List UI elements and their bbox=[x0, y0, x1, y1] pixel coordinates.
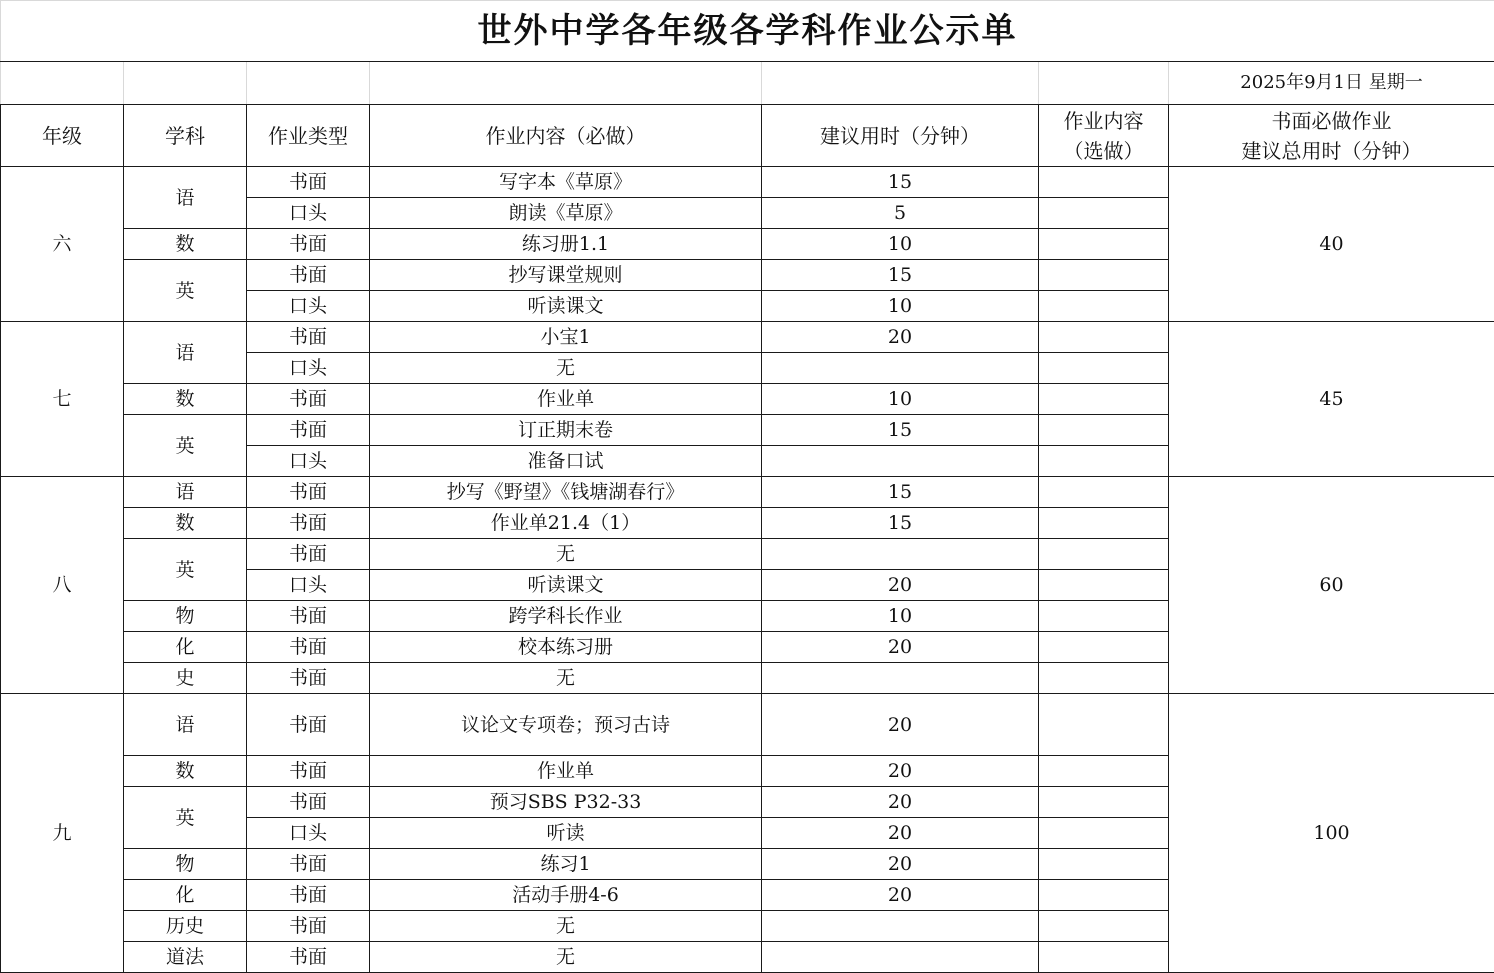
time-cell: 10 bbox=[762, 229, 1039, 260]
time-cell: 15 bbox=[762, 260, 1039, 291]
optional-cell bbox=[1039, 880, 1169, 911]
type-cell: 书面 bbox=[247, 167, 370, 198]
table-row bbox=[1, 694, 1494, 756]
type-cell: 书面 bbox=[247, 880, 370, 911]
table-row bbox=[1, 477, 1494, 508]
header-total-line2: 建议总用时（分钟） bbox=[1241, 138, 1422, 163]
subject-cell: 英 bbox=[124, 260, 247, 322]
type-cell: 书面 bbox=[247, 539, 370, 570]
time-cell: 5 bbox=[762, 198, 1039, 229]
time-cell bbox=[762, 539, 1039, 570]
optional-cell bbox=[1039, 322, 1169, 353]
content-cell: 无 bbox=[370, 663, 762, 694]
grade-cell: 八 bbox=[1, 477, 124, 694]
header-optional-line1: 作业内容 bbox=[1063, 108, 1144, 133]
type-cell: 口头 bbox=[247, 818, 370, 849]
subject-cell: 化 bbox=[124, 880, 247, 911]
subject-cell: 物 bbox=[124, 849, 247, 880]
time-cell bbox=[762, 911, 1039, 942]
type-cell: 口头 bbox=[247, 198, 370, 229]
total-time-cell: 40 bbox=[1169, 167, 1494, 322]
optional-cell bbox=[1039, 260, 1169, 291]
type-cell: 口头 bbox=[247, 570, 370, 601]
optional-cell bbox=[1039, 911, 1169, 942]
type-cell: 口头 bbox=[247, 353, 370, 384]
content-cell: 写字本《草原》 bbox=[370, 167, 762, 198]
type-cell: 书面 bbox=[247, 508, 370, 539]
optional-cell bbox=[1039, 694, 1169, 756]
content-cell: 作业单 bbox=[370, 756, 762, 787]
time-cell: 20 bbox=[762, 570, 1039, 601]
header-total-line1: 书面必做作业 bbox=[1271, 108, 1392, 133]
total-time-cell: 45 bbox=[1169, 322, 1494, 477]
header-optional bbox=[1039, 105, 1169, 167]
type-cell: 书面 bbox=[247, 756, 370, 787]
time-cell bbox=[762, 942, 1039, 973]
optional-cell bbox=[1039, 291, 1169, 322]
total-time-cell: 60 bbox=[1169, 477, 1494, 694]
type-cell: 书面 bbox=[247, 694, 370, 756]
time-cell: 20 bbox=[762, 880, 1039, 911]
time-cell: 10 bbox=[762, 601, 1039, 632]
type-cell: 口头 bbox=[247, 291, 370, 322]
subject-cell: 化 bbox=[124, 632, 247, 663]
optional-cell bbox=[1039, 601, 1169, 632]
content-cell: 无 bbox=[370, 353, 762, 384]
optional-cell bbox=[1039, 415, 1169, 446]
spacer-cell bbox=[247, 62, 370, 105]
content-cell: 准备口试 bbox=[370, 446, 762, 477]
optional-cell bbox=[1039, 787, 1169, 818]
type-cell: 书面 bbox=[247, 849, 370, 880]
type-cell: 书面 bbox=[247, 601, 370, 632]
subject-cell: 道法 bbox=[124, 942, 247, 973]
content-cell: 跨学科长作业 bbox=[370, 601, 762, 632]
content-cell: 小宝1 bbox=[370, 322, 762, 353]
subject-cell: 语 bbox=[124, 477, 247, 508]
optional-cell bbox=[1039, 353, 1169, 384]
content-cell: 抄写课堂规则 bbox=[370, 260, 762, 291]
time-cell bbox=[762, 353, 1039, 384]
spacer-cell bbox=[1, 62, 124, 105]
spacer-cell bbox=[370, 62, 762, 105]
optional-cell bbox=[1039, 167, 1169, 198]
content-cell: 作业单21.4（1） bbox=[370, 508, 762, 539]
optional-cell bbox=[1039, 384, 1169, 415]
optional-cell bbox=[1039, 942, 1169, 973]
time-cell: 15 bbox=[762, 415, 1039, 446]
time-cell: 15 bbox=[762, 477, 1039, 508]
optional-cell bbox=[1039, 818, 1169, 849]
subject-cell: 英 bbox=[124, 539, 247, 601]
header-grade: 年级 bbox=[1, 105, 124, 167]
subject-cell: 英 bbox=[124, 787, 247, 849]
total-time-cell: 100 bbox=[1169, 694, 1494, 973]
type-cell: 口头 bbox=[247, 446, 370, 477]
type-cell: 书面 bbox=[247, 663, 370, 694]
subject-cell: 数 bbox=[124, 384, 247, 415]
time-cell: 20 bbox=[762, 632, 1039, 663]
grade-cell: 六 bbox=[1, 167, 124, 322]
subject-cell: 史 bbox=[124, 663, 247, 694]
spacer-cell bbox=[762, 62, 1039, 105]
type-cell: 书面 bbox=[247, 322, 370, 353]
subject-cell: 英 bbox=[124, 415, 247, 477]
optional-cell bbox=[1039, 849, 1169, 880]
type-cell: 书面 bbox=[247, 632, 370, 663]
optional-cell bbox=[1039, 229, 1169, 260]
subject-cell: 语 bbox=[124, 694, 247, 756]
content-cell: 抄写《野望》《钱塘湖春行》 bbox=[370, 477, 762, 508]
content-cell: 活动手册4-6 bbox=[370, 880, 762, 911]
optional-cell bbox=[1039, 756, 1169, 787]
content-cell: 议论文专项卷；预习古诗 bbox=[370, 694, 762, 756]
time-cell: 20 bbox=[762, 787, 1039, 818]
optional-cell bbox=[1039, 508, 1169, 539]
content-cell: 听读课文 bbox=[370, 570, 762, 601]
time-cell bbox=[762, 446, 1039, 477]
optional-cell bbox=[1039, 198, 1169, 229]
type-cell: 书面 bbox=[247, 260, 370, 291]
content-cell: 订正期末卷 bbox=[370, 415, 762, 446]
time-cell: 20 bbox=[762, 818, 1039, 849]
subject-cell: 语 bbox=[124, 322, 247, 384]
optional-cell bbox=[1039, 446, 1169, 477]
time-cell: 20 bbox=[762, 694, 1039, 756]
subject-cell: 数 bbox=[124, 756, 247, 787]
spacer-cell bbox=[1039, 62, 1169, 105]
time-cell: 15 bbox=[762, 508, 1039, 539]
optional-cell bbox=[1039, 663, 1169, 694]
type-cell: 书面 bbox=[247, 415, 370, 446]
table-row bbox=[1, 322, 1494, 353]
header-total bbox=[1169, 105, 1494, 167]
optional-cell bbox=[1039, 477, 1169, 508]
type-cell: 书面 bbox=[247, 229, 370, 260]
header-type: 作业类型 bbox=[247, 105, 370, 167]
subject-cell: 物 bbox=[124, 601, 247, 632]
grade-cell: 七 bbox=[1, 322, 124, 477]
content-cell: 作业单 bbox=[370, 384, 762, 415]
subject-cell: 数 bbox=[124, 508, 247, 539]
optional-cell bbox=[1039, 570, 1169, 601]
page-title: 世外中学各年级各学科作业公示单 bbox=[1, 1, 1494, 62]
time-cell: 15 bbox=[762, 167, 1039, 198]
content-cell: 练习1 bbox=[370, 849, 762, 880]
header-subject: 学科 bbox=[124, 105, 247, 167]
header-optional-line2: （选做） bbox=[1063, 138, 1144, 163]
time-cell: 20 bbox=[762, 322, 1039, 353]
header-time: 建议用时（分钟） bbox=[762, 105, 1039, 167]
time-cell bbox=[762, 663, 1039, 694]
subject-cell: 数 bbox=[124, 229, 247, 260]
content-cell: 无 bbox=[370, 539, 762, 570]
optional-cell bbox=[1039, 539, 1169, 570]
content-cell: 无 bbox=[370, 911, 762, 942]
subject-cell: 语 bbox=[124, 167, 247, 229]
content-cell: 听读课文 bbox=[370, 291, 762, 322]
content-cell: 无 bbox=[370, 942, 762, 973]
type-cell: 书面 bbox=[247, 787, 370, 818]
content-cell: 练习册1.1 bbox=[370, 229, 762, 260]
table-row bbox=[1, 167, 1494, 198]
type-cell: 书面 bbox=[247, 384, 370, 415]
content-cell: 校本练习册 bbox=[370, 632, 762, 663]
type-cell: 书面 bbox=[247, 942, 370, 973]
date-label: 2025年9月1日 星期一 bbox=[1169, 62, 1494, 105]
content-cell: 听读 bbox=[370, 818, 762, 849]
time-cell: 10 bbox=[762, 384, 1039, 415]
grade-cell: 九 bbox=[1, 694, 124, 973]
type-cell: 书面 bbox=[247, 911, 370, 942]
content-cell: 预习SBS P32-33 bbox=[370, 787, 762, 818]
time-cell: 10 bbox=[762, 291, 1039, 322]
header-content: 作业内容（必做） bbox=[370, 105, 762, 167]
spacer-cell bbox=[124, 62, 247, 105]
optional-cell bbox=[1039, 632, 1169, 663]
content-cell: 朗读《草原》 bbox=[370, 198, 762, 229]
time-cell: 20 bbox=[762, 756, 1039, 787]
type-cell: 书面 bbox=[247, 477, 370, 508]
subject-cell: 历史 bbox=[124, 911, 247, 942]
time-cell: 20 bbox=[762, 849, 1039, 880]
